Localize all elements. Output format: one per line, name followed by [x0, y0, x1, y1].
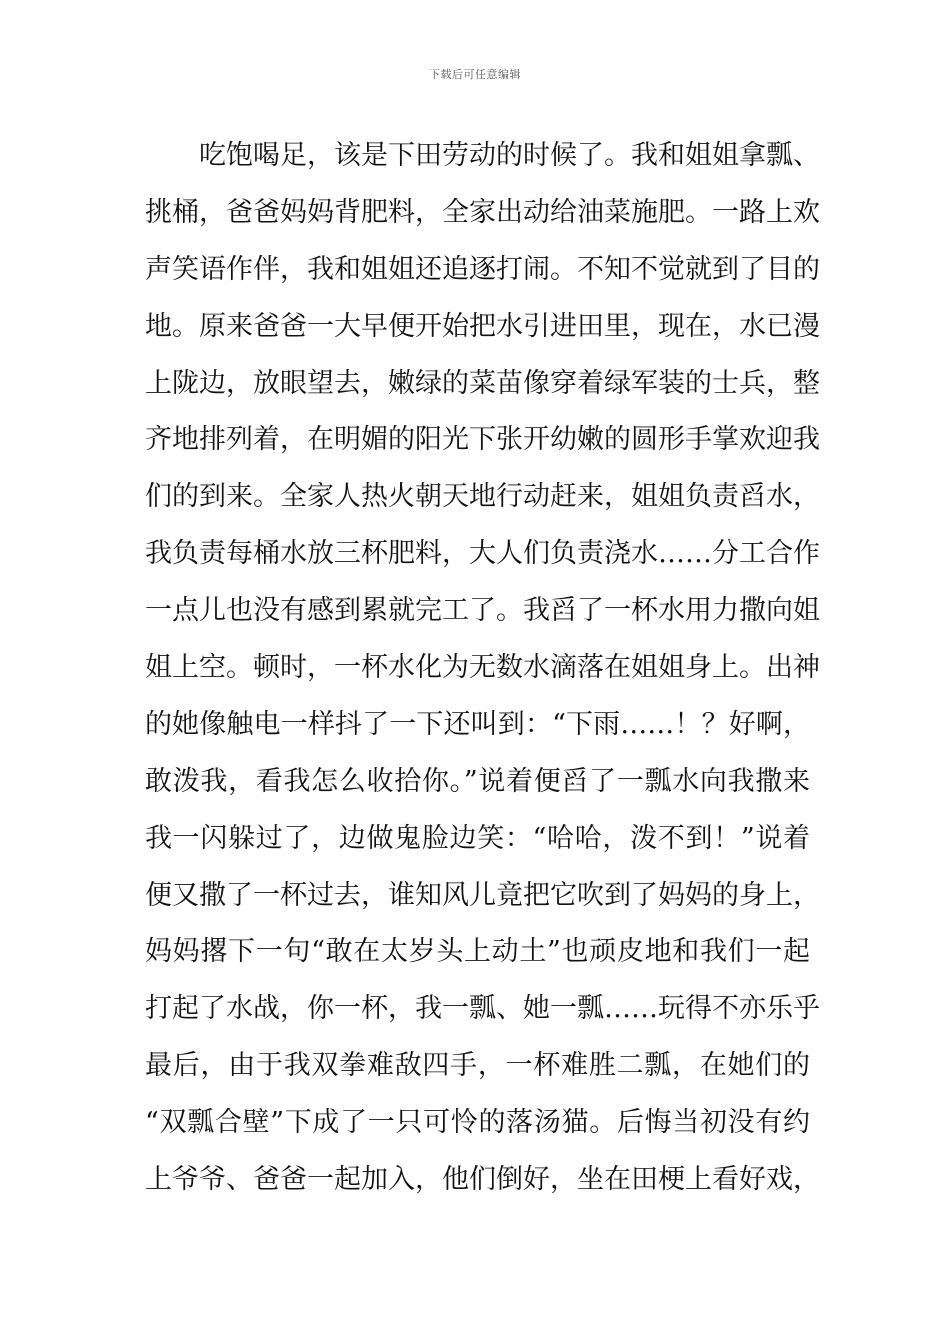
text-line: 一点儿也没有感到累就完工了。我舀了一杯水用力撒向姐 [145, 595, 820, 627]
text-line: 地。原来爸爸一大早便开始把水引进田里，现在，水已漫 [145, 310, 820, 342]
text-line: 打起了水战，你一杯，我一瓢、她一瓢……玩得不亦乐乎 [145, 993, 820, 1025]
text-line: 的她像触电一样抖了一下还叫到：“下雨……！？好啊， [145, 708, 810, 740]
text-line: 我一闪躲过了，边做鬼脸边笑：“哈哈，泼不到！”说着 [145, 822, 810, 854]
text-line: 挑桶，爸爸妈妈背肥料，全家出动给油菜施肥。一路上欢 [145, 196, 820, 228]
body-paragraph [145, 128, 820, 1209]
text-line: “双瓢合壁”下成了一只可怜的落汤猫。后悔当初没有约 [145, 1107, 810, 1139]
header-note: 下载后可任意编辑 [429, 68, 521, 81]
text-line: 齐地排列着，在明媚的阳光下张开幼嫩的圆形手掌欢迎我 [145, 424, 820, 456]
text-line: 最后，由于我双拳难敌四手，一杯难胜二瓢，在她们的 [145, 1050, 810, 1082]
text-line: 姐上空。顿时，一杯水化为无数水滴落在姐姐身上。出神 [145, 652, 820, 684]
text-line: 敢泼我，看我怎么收拾你。”说着便舀了一瓢水向我撒来 [145, 765, 810, 797]
text-line: 上陇边，放眼望去，嫩绿的菜苗像穿着绿军装的士兵，整 [145, 367, 820, 399]
text-line: 们的到来。全家人热火朝天地行动赶来，姐姐负责舀水， [145, 481, 820, 513]
text-line: 声笑语作伴，我和姐姐还追逐打闹。不知不觉就到了目的 [145, 253, 820, 285]
text-line: 便又撒了一杯过去，谁知风儿竟把它吹到了妈妈的身上， [145, 879, 820, 911]
text-line: 妈妈撂下一句“敢在太岁头上动土”也顽皮地和我们一起 [145, 936, 810, 968]
text-line: 上爷爷、爸爸一起加入，他们倒好，坐在田梗上看好戏， [145, 1164, 820, 1196]
text-line: 吃饱喝足，该是下田劳动的时候了。我和姐姐拿瓢、 [199, 140, 820, 171]
text-line: 我负责每桶水放三杯肥料，大人们负责浇水……分工合作 [145, 538, 820, 570]
